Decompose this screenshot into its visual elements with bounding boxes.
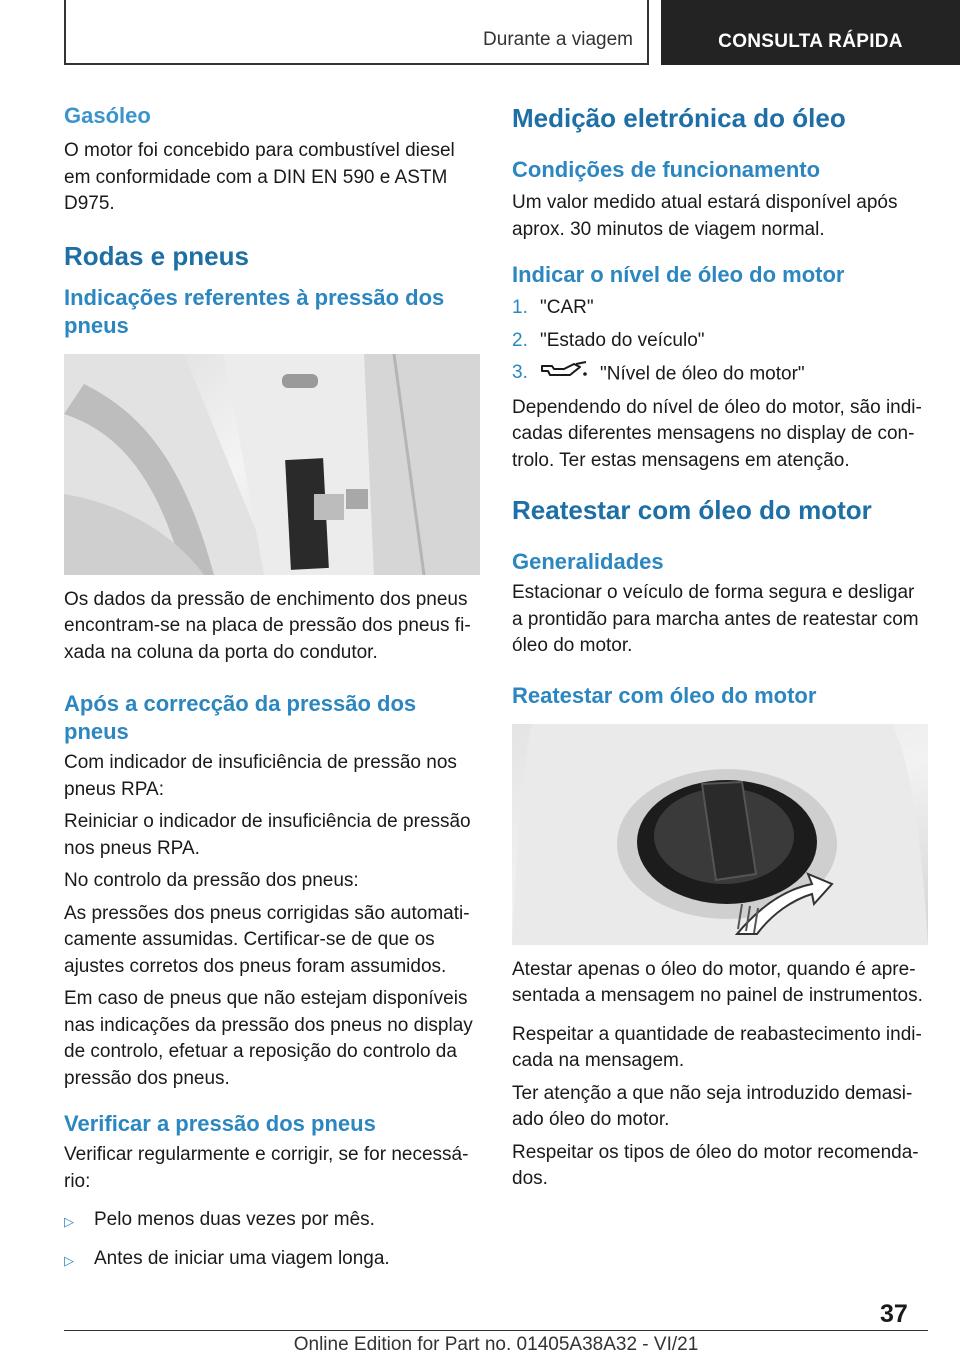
after-correction-paragraph-2: Reiniciar o indicador de insuficiência de pressão nos pneus RPA.	[64, 811, 471, 859]
left-column	[64, 100, 480, 1284]
after-correction-paragraph-4: As pressões dos pneus corrigidas são automaticamente assumidas. Certificar-se de que os ajustes corretos dos pneus foram assumidos.	[64, 902, 470, 977]
refill-paragraph-4: Respeitar os tipos de óleo do motor recomendados.	[512, 1141, 919, 1189]
after-correction-paragraph-3: No controlo da pressão dos pneus:	[64, 870, 359, 891]
footer-divider	[64, 1330, 928, 1331]
list-item	[64, 1207, 480, 1236]
header-section-label: Durante a viagem	[483, 29, 633, 50]
step-text: "CAR"	[540, 297, 594, 318]
step-item	[512, 360, 928, 389]
check-pressure-list	[64, 1207, 480, 1274]
header-chapter-label: CONSULTA RÁPIDA	[718, 31, 903, 52]
pressure-info-paragraph: Os dados da pressão de enchimento dos pneus encontram-se na placa de pressão dos pneus fixada na coluna da porta do condutor.	[64, 588, 471, 663]
refill-paragraph-2: Respeitar a quantidade de reabastecimento indicada na mensagem.	[512, 1023, 922, 1071]
oil-can-icon	[540, 360, 588, 389]
diesel-heading: Gasóleo	[64, 103, 151, 128]
page-number: 37	[880, 1300, 908, 1328]
refill-paragraph-3: Ter atenção a que não seja introduzido demasiado óleo do motor.	[512, 1082, 913, 1130]
conditions-paragraph: Um valor medido atual estará disponível após aprox. 30 minutos de viagem normal.	[512, 192, 898, 240]
list-item	[64, 1246, 480, 1275]
header-chapter-tab	[661, 0, 960, 65]
step-number: 1.	[512, 297, 528, 318]
header-section-tab	[64, 0, 649, 65]
step-item	[512, 328, 928, 355]
conditions-heading: Condições de funcionamento	[512, 157, 821, 182]
right-column	[512, 100, 928, 1193]
indicate-oil-heading: Indicar o nível de óleo do motor	[512, 262, 845, 287]
list-item-text: Antes de iniciar uma viagem longa.	[94, 1247, 390, 1269]
footer-edition-text: Online Edition for Part no. 01405A38A32 - VI/21	[293, 1334, 699, 1355]
after-correction-paragraph-5: Em caso de pneus que não estejam disponíveis nas indicações da pressão dos pneus no display de controlo, efetuar a reposição do controlo da pressão dos pneus.	[64, 988, 473, 1089]
step-text: "Nível de óleo do motor"	[600, 363, 805, 385]
triangle-bullet-icon: ▷	[64, 1214, 74, 1229]
refill-paragraph-1: Atestar apenas o óleo do motor, quando é apresentada a mensagem no painel de instrumentos.	[512, 958, 923, 1006]
check-pressure-paragraph: Verificar regularmente e corrigir, se for necessário:	[64, 1144, 469, 1192]
step-number: 3.	[512, 362, 528, 383]
diesel-paragraph: O motor foi concebido para combustível diesel em conformidade com a DIN EN 590 e ASTM D975.	[64, 140, 455, 214]
check-pressure-heading: Verificar a pressão dos pneus	[64, 1111, 376, 1136]
list-item-text: Pelo menos duas vezes por mês.	[94, 1209, 375, 1230]
measurement-heading: Medição eletrónica do óleo	[512, 103, 846, 133]
general-heading: Generalidades	[512, 549, 664, 574]
door-pillar-photo	[64, 354, 480, 575]
indicate-oil-paragraph: Dependendo do nível de óleo do motor, são indicadas diferentes mensagens no display de controlo. Ter estas mensagens em atenção.	[512, 396, 922, 471]
general-paragraph: Estacionar o veículo de forma segura e desligar a prontidão para marcha antes de reatestar com óleo do motor.	[512, 582, 919, 656]
pressure-info-heading: Indicações referentes à pressão dos pneus	[64, 284, 445, 338]
step-text: "Estado do veículo"	[540, 329, 705, 351]
triangle-bullet-icon: ▷	[64, 1252, 74, 1268]
after-correction-heading: Após a correcção da pressão dos pneus	[64, 691, 417, 744]
oil-filler-cap-photo	[512, 724, 928, 945]
refill-heading: Reatestar com óleo do motor	[512, 495, 872, 525]
step-number: 2.	[512, 329, 528, 351]
indicate-oil-steps	[512, 295, 928, 389]
step-item	[512, 295, 928, 322]
after-correction-paragraph-1: Com indicador de insuficiência de pressão nos pneus RPA:	[64, 752, 457, 800]
refill-sub-heading: Reatestar com óleo do motor	[512, 682, 817, 708]
wheels-heading: Rodas e pneus	[64, 240, 249, 271]
